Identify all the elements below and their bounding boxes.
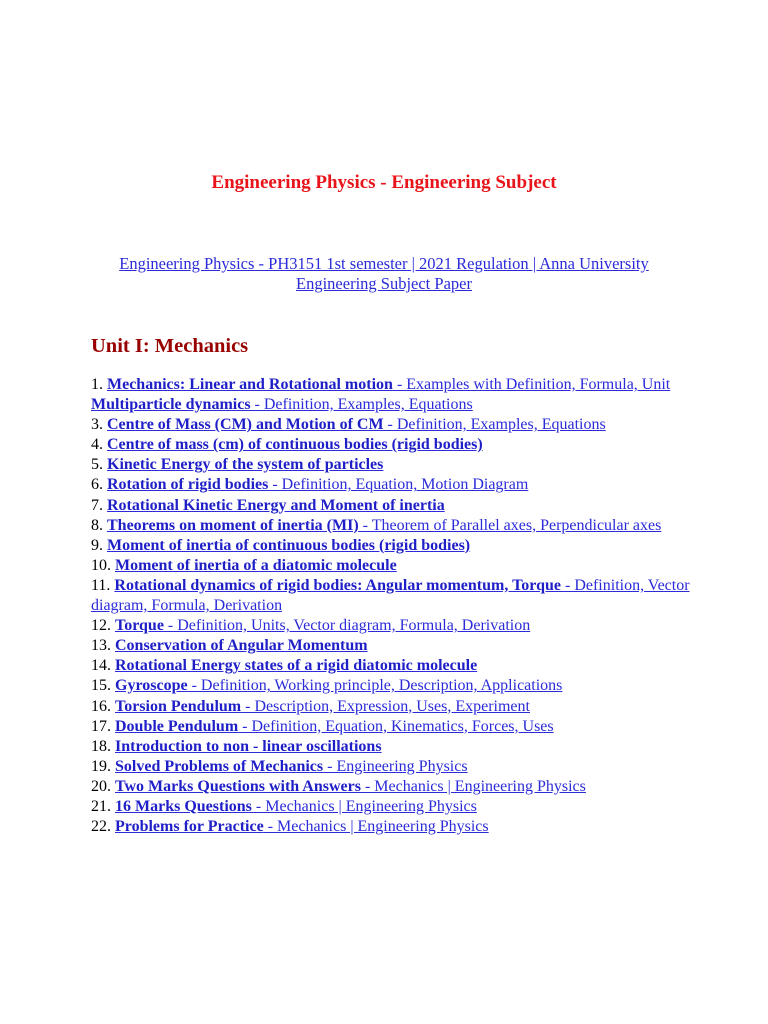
topic-link[interactable] — [115, 738, 382, 755]
topic-item — [91, 395, 691, 415]
topic-number: 6. — [91, 476, 103, 494]
topic-number: 14. — [91, 657, 111, 675]
topic-number: 16. — [91, 697, 111, 715]
topic-link[interactable] — [107, 456, 383, 473]
topic-item — [91, 435, 691, 455]
topic-number: 13. — [91, 637, 111, 655]
topic-title: Double Pendulum — [115, 717, 239, 735]
topic-number: 18. — [91, 737, 111, 755]
topic-item — [91, 455, 691, 475]
topic-number: 4. — [91, 436, 103, 454]
topic-title: Mechanics: Linear and Rotational motion — [107, 376, 393, 393]
topic-title: Centre of mass (cm) of continuous bodies (rigid bodies) — [107, 436, 483, 454]
topic-description: - Mechanics | Engineering Physics — [360, 777, 586, 795]
topic-link[interactable] — [115, 798, 477, 815]
topic-description: - Engineering Physics — [323, 757, 468, 775]
topic-number: 22. — [91, 818, 111, 836]
topic-number: 17. — [91, 717, 111, 735]
topic-description: - Theorem of Parallel axes, Perpendicular axes — [358, 516, 662, 534]
topic-description: - Examples with Definition, Formula, Unit — [392, 376, 671, 393]
topic-number: 9. — [91, 536, 103, 554]
subject-paper-link[interactable]: Engineering Physics - PH3151 1st semester | 2021 Regulation | Anna University Engineering Subject Paper — [119, 254, 649, 293]
topic-title: Conservation of Angular Momentum — [115, 637, 368, 655]
topic-item — [91, 415, 691, 435]
topic-item — [91, 576, 691, 616]
topic-item — [91, 496, 691, 516]
topic-link[interactable] — [107, 416, 606, 433]
topic-title: Moment of inertia of continuous bodies (rigid bodies) — [107, 536, 471, 554]
topic-link[interactable] — [115, 617, 530, 634]
topic-title: Torque — [115, 617, 164, 635]
topic-number: 21. — [91, 797, 111, 815]
topic-link[interactable] — [107, 497, 445, 514]
topic-description: - Definition, Units, Vector diagram, Formula, Derivation — [163, 617, 531, 635]
topic-description: - Definition, Equation, Motion Diagram — [268, 476, 529, 494]
topic-link[interactable] — [115, 557, 397, 574]
topic-item — [91, 717, 691, 737]
topic-title: Multiparticle dynamics — [91, 396, 251, 414]
topic-link[interactable] — [115, 677, 562, 694]
topic-number: 12. — [91, 617, 111, 635]
topic-item — [91, 516, 691, 536]
topic-link[interactable] — [107, 476, 528, 493]
topic-link[interactable] — [107, 376, 670, 393]
topic-link[interactable] — [115, 637, 368, 654]
topic-number: 10. — [91, 556, 111, 574]
unit-heading: Unit I: Mechanics — [91, 335, 249, 357]
topic-item — [91, 475, 691, 495]
topic-item — [91, 757, 691, 777]
topic-title: Rotational Energy states of a rigid diatomic molecule — [115, 657, 478, 675]
topic-title: 16 Marks Questions — [115, 797, 252, 815]
topic-title: Rotational dynamics of rigid bodies: Angular momentum, Torque — [114, 576, 561, 594]
topic-title: Theorems on moment of inertia (MI) — [107, 516, 359, 534]
topic-link[interactable] — [115, 657, 477, 674]
topic-number: 15. — [91, 677, 111, 695]
topic-number: 1. — [91, 376, 103, 393]
topic-number: 7. — [91, 496, 103, 514]
topic-item — [91, 656, 691, 676]
document-title: Engineering Physics - Engineering Subject — [211, 172, 557, 193]
topic-item — [91, 636, 691, 656]
topic-list — [91, 375, 691, 837]
topic-title: Rotational Kinetic Energy and Moment of inertia — [107, 496, 445, 514]
topic-description: - Description, Expression, Uses, Experiment — [241, 697, 530, 715]
topic-title: Moment of inertia of a diatomic molecule — [115, 556, 397, 574]
topic-number: 8. — [91, 516, 103, 534]
topic-link[interactable] — [91, 396, 473, 413]
topic-title: Two Marks Questions with Answers — [115, 777, 361, 795]
topic-item — [91, 536, 691, 556]
topic-description: - Definition, Examples, Equations — [250, 396, 473, 414]
topic-link[interactable] — [107, 436, 483, 453]
topic-link[interactable] — [91, 577, 690, 614]
topic-item — [91, 616, 691, 636]
topic-link[interactable] — [115, 758, 468, 775]
topic-description: - Definition, Vector diagram, Formula, Derivation — [91, 576, 690, 615]
topic-description: - Definition, Examples, Equations — [383, 416, 606, 434]
topic-link[interactable] — [107, 517, 661, 534]
topic-description: - Definition, Working principle, Description, Applications — [187, 677, 563, 695]
topic-item — [91, 797, 691, 817]
topic-item — [91, 777, 691, 797]
topic-description: - Mechanics | Engineering Physics — [251, 797, 477, 815]
topic-number: 3. — [91, 416, 103, 434]
topic-number: 19. — [91, 757, 111, 775]
topic-item — [91, 697, 691, 717]
topic-number: 20. — [91, 777, 111, 795]
topic-item — [91, 676, 691, 696]
topic-description: - Definition, Equation, Kinematics, Forces, Uses — [238, 717, 554, 735]
topic-title: Kinetic Energy of the system of particles — [107, 456, 384, 474]
topic-link[interactable] — [115, 818, 489, 835]
topic-link[interactable] — [115, 778, 586, 795]
topic-title: Gyroscope — [115, 677, 188, 695]
topic-item — [91, 817, 691, 837]
topic-item — [91, 375, 691, 395]
topic-number: 11. — [91, 576, 111, 594]
topic-item — [91, 737, 691, 757]
topic-title: Solved Problems of Mechanics — [115, 757, 324, 775]
topic-title: Centre of Mass (CM) and Motion of CM — [107, 416, 384, 434]
topic-link[interactable] — [115, 698, 530, 715]
topic-title: Introduction to non - linear oscillations — [115, 737, 382, 755]
topic-number: 5. — [91, 456, 103, 474]
topic-title: Rotation of rigid bodies — [107, 476, 269, 494]
topic-link[interactable] — [107, 537, 470, 554]
topic-title: Torsion Pendulum — [115, 697, 242, 715]
topic-description: - Mechanics | Engineering Physics — [263, 818, 489, 836]
topic-item — [91, 556, 691, 576]
topic-link[interactable] — [115, 718, 554, 735]
topic-title: Problems for Practice — [115, 818, 264, 836]
